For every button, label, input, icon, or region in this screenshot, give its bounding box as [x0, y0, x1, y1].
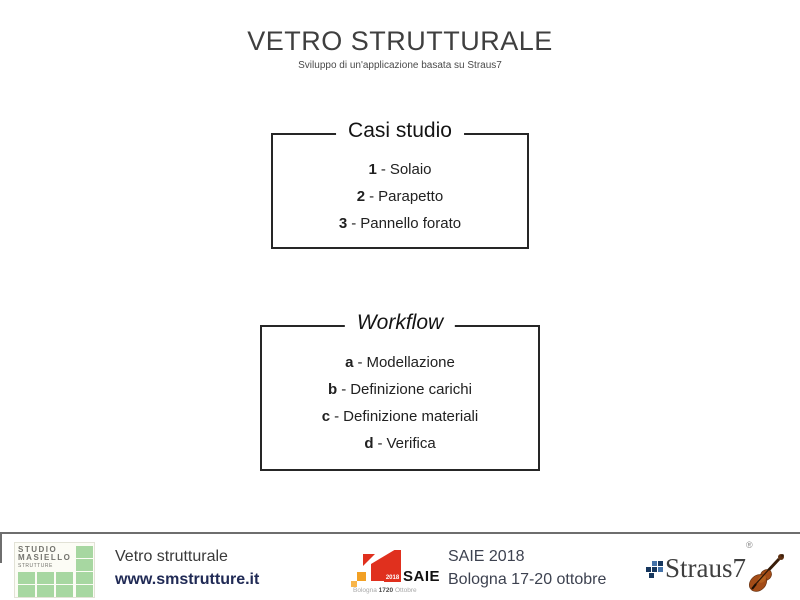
list-item: c - Definizione materiali [321, 408, 479, 425]
logo-green-square [56, 585, 73, 597]
event-dates: Bologna 17-20 ottobre [448, 571, 607, 588]
saie-wordmark: SAIE [403, 568, 441, 585]
footer-divider [0, 532, 800, 534]
list-item: d - Verifica [364, 435, 436, 452]
saie-orange-square [357, 572, 366, 581]
event-info [448, 545, 606, 591]
logo-green-square [76, 546, 93, 558]
event-name: SAIE 2018 [448, 548, 525, 565]
slide-header [0, 26, 800, 71]
footer-edge-tick [0, 532, 2, 563]
violin-icon [744, 549, 794, 599]
studio-masiello-logo [14, 542, 95, 598]
logo-green-square [37, 585, 54, 597]
studio-masiello-logo-text: STUDIO MASIELLO STRUTTURE [18, 545, 72, 569]
logo-green-square [56, 572, 73, 584]
casi-studio-box [271, 119, 529, 249]
straus7-wordmark: Straus7 [665, 553, 746, 583]
project-info [115, 545, 259, 591]
workflow-box [260, 311, 540, 471]
logo-green-square [76, 585, 93, 597]
list-item: 1 - Solaio [368, 160, 432, 178]
logo-green-square [76, 559, 93, 571]
logo-green-square [76, 572, 93, 584]
page-title: VETRO STRUTTURALE [247, 26, 553, 56]
workflow-title: Workflow [345, 311, 455, 335]
website-link[interactable]: www.smstrutture.it [115, 571, 260, 588]
straus7-logo [646, 540, 753, 584]
logo-green-square [18, 585, 35, 597]
list-item: a - Modellazione [345, 354, 455, 371]
project-name: Vetro strutturale [115, 548, 228, 565]
logo-green-square [37, 572, 54, 584]
list-item: b - Definizione carichi [328, 381, 472, 398]
registered-trademark-symbol: ® [746, 540, 753, 550]
saie-dates: Bologna 1720 Ottobre [353, 587, 417, 594]
casi-studio-title: Casi studio [336, 119, 464, 143]
saie-year-badge: 2018 [385, 575, 400, 581]
list-item: 2 - Parapetto [356, 187, 444, 205]
list-item: 3 - Pannello forato [338, 214, 462, 232]
logo-green-square [18, 572, 35, 584]
straus7-pixel-icon [646, 561, 664, 579]
page-subtitle: Sviluppo di un'applicazione basata su Straus7 [298, 60, 502, 71]
saie-logo [351, 548, 441, 594]
